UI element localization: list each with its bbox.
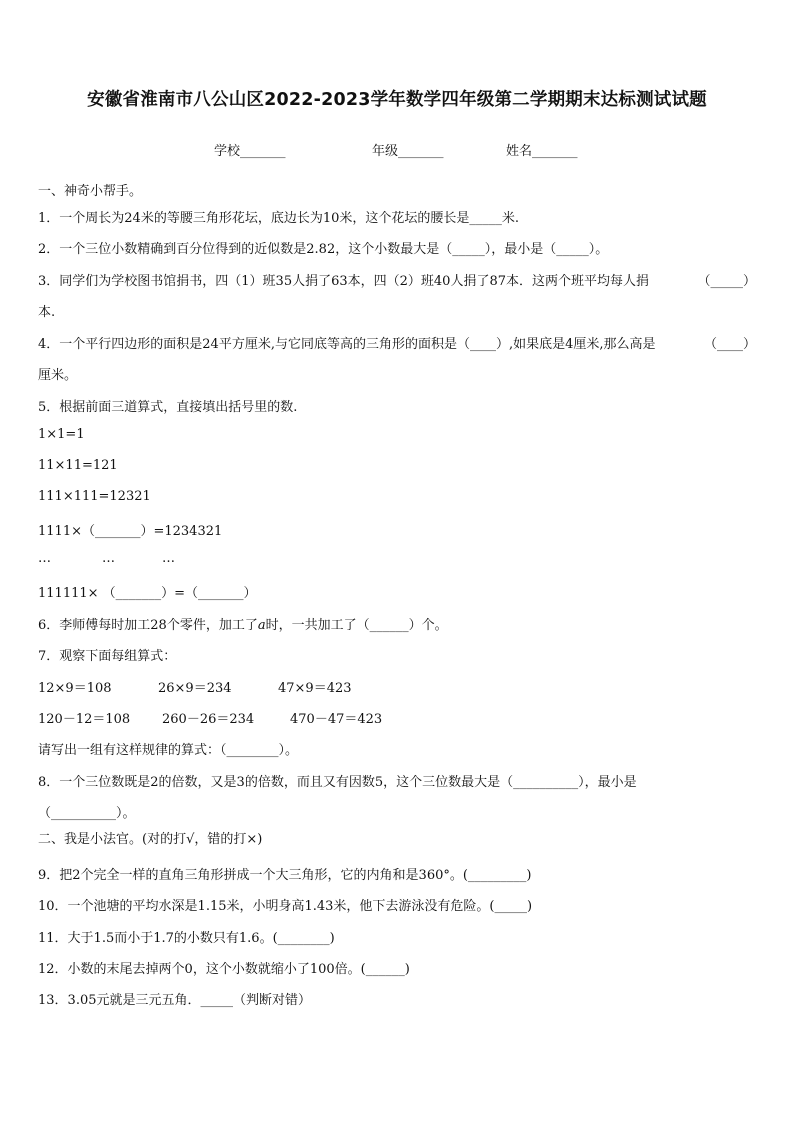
name-label: 姓名	[506, 144, 533, 159]
q7-row1-expr-3: 47×9＝423	[278, 681, 352, 696]
question-5-expr-2: 11×11=121	[38, 458, 118, 473]
question-8-line-2: （__________）。	[38, 806, 136, 821]
q7-row1-expr-1: 12×9＝108	[38, 681, 112, 696]
school-label: 学校	[214, 144, 241, 159]
question-12: 12．小数的末尾去掉两个0，这个小数就缩小了100倍。(______)	[38, 962, 410, 977]
question-5-expr-5: 111111× （_______）=（_______）	[38, 586, 257, 601]
question-3-line-1	[38, 270, 756, 289]
question-4-text: 4．一个平行四边形的面积是24平方厘米,与它同底等高的三角形的面积是（____）,如果底是4厘米,那么高是	[38, 337, 656, 352]
question-5-intro: 5．根据前面三道算式，直接填出括号里的数.	[38, 400, 298, 415]
name-field	[506, 140, 578, 159]
question-6-after: 时，一共加工了（______）个。	[265, 618, 448, 633]
question-6	[38, 614, 448, 633]
question-5-expr-1: 1×1=1	[38, 427, 85, 442]
question-9: 9．把2个完全一样的直角三角形拼成一个大三角形，它的内角和是360°。(_________)	[38, 868, 532, 883]
question-4-blank: （____）	[703, 337, 756, 352]
ellipsis-3: …	[162, 551, 175, 566]
variable-a: a	[257, 618, 266, 633]
q7-row2-expr-2: 260－26＝234	[162, 712, 255, 727]
question-3-blank: （_____）	[697, 274, 756, 289]
question-13: 13．3.05元就是三元五角．_____（判断对错）	[38, 993, 311, 1008]
question-8-line-1: 8．一个三位数既是2的倍数，又是3的倍数，而且又有因数5，这个三位数最大是（__________），最小是	[38, 775, 637, 790]
q7-row1-expr-2: 26×9＝234	[158, 681, 232, 696]
section-2-heading: 二、我是小法官。(对的打√，错的打×)	[38, 832, 263, 847]
school-blank: _______	[240, 144, 286, 159]
grade-label: 年级	[372, 144, 399, 159]
name-blank: _______	[532, 144, 578, 159]
question-4-line-2: 厘米。	[38, 368, 78, 383]
ellipsis-1: …	[38, 551, 51, 566]
q7-row2-expr-1: 120－12＝108	[38, 712, 131, 727]
question-4-line-1	[38, 333, 756, 352]
question-7-ask: 请写出一组有这样规律的算式：（________）。	[38, 743, 299, 758]
question-2: 2．一个三位小数精确到百分位得到的近似数是2.82，这个小数最大是（_____），最小是（_____）。	[38, 242, 609, 257]
question-5-expr-3: 111×111=12321	[38, 489, 151, 504]
school-field	[214, 140, 286, 159]
q7-row2-expr-3: 470－47＝423	[290, 712, 383, 727]
grade-field	[372, 140, 444, 159]
question-5-expr-4: 1111×（_______）=1234321	[38, 524, 223, 539]
question-1: 1．一个周长为24米的等腰三角形花坛，底边长为10米，这个花坛的腰长是_____米.	[38, 211, 519, 226]
grade-blank: _______	[398, 144, 444, 159]
question-7-intro: 7．观察下面每组算式：	[38, 649, 177, 664]
section-1-heading: 一、神奇小帮手。	[38, 184, 143, 199]
question-6-before: 6．李师傅每时加工28个零件，加工了	[38, 618, 258, 633]
question-3-line-2: 本.	[38, 305, 56, 320]
question-3-text: 3．同学们为学校图书馆捐书，四（1）班35人捐了63本，四（2）班40人捐了87本．这两个班平均每人捐	[38, 274, 649, 289]
question-11: 11．大于1.5而小于1.7的小数只有1.6。(________)	[38, 931, 335, 946]
ellipsis-2: …	[102, 551, 115, 566]
question-10: 10．一个池塘的平均水深是1.15米，小明身高1.43米，他下去游泳没有危险。(_____)	[38, 899, 533, 914]
page-title: 安徽省淮南市八公山区2022-2023学年数学四年级第二学期期末达标测试试题	[87, 90, 707, 110]
